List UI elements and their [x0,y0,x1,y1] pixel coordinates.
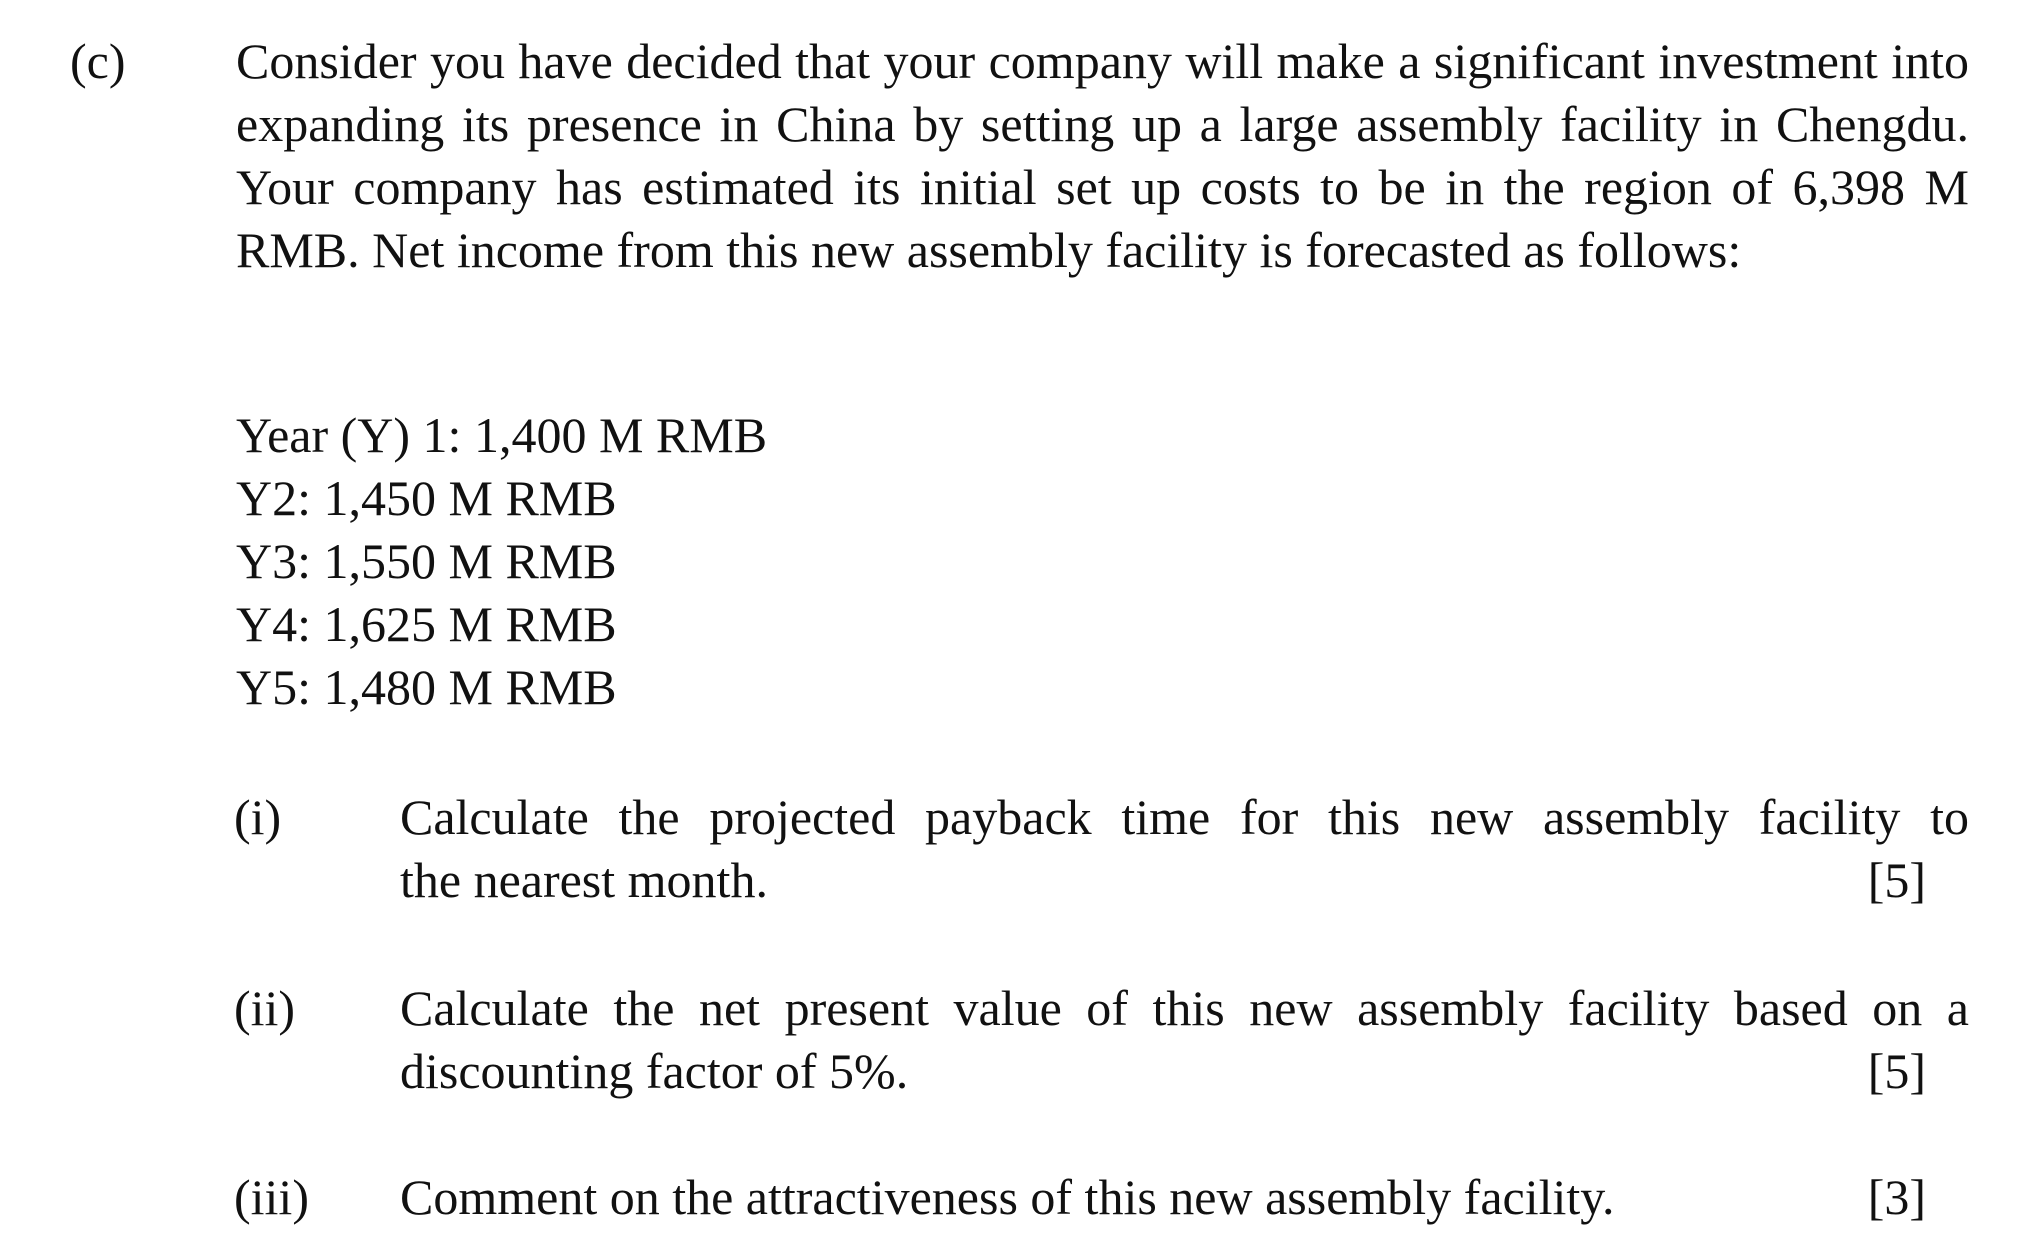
part-iii-text [400,1166,1800,1229]
forecast-year-4: Y4: 1,625 M RMB [236,596,617,652]
part-iii-marks: [3] [1867,1169,1926,1225]
forecast-year-3: Y3: 1,550 M RMB [236,533,617,589]
forecast-year-1: Year (Y) 1: 1,400 M RMB [236,407,768,463]
part-ii-label: (ii) [234,980,296,1036]
question-intro: Consider you have decided that your company will make a significant investment into expanding its presence in China by setting up a large assembly facility in Chengdu. Your company has estimated its initial set up costs to be in the region of 6,398 M RMB. Net income from this new assembly facility is forecasted as follows: [236,33,1969,278]
forecast-year-5: Y5: 1,480 M RMB [236,659,617,715]
part-i-line-2: the nearest month. [400,852,768,908]
part-ii-line-2: discounting factor of 5%. [400,1043,909,1099]
part-ii-line-1: Calculate the net present value of this new assembly facility based on a [400,980,1969,1036]
part-i-text [400,786,1969,912]
forecast-year-2: Y2: 1,450 M RMB [236,470,617,526]
part-iii-label: (iii) [234,1169,309,1225]
part-ii-marks: [5] [1867,1043,1926,1099]
part-i-label: (i) [234,789,282,845]
part-i-marks: [5] [1867,852,1926,908]
income-forecast-list [236,404,767,719]
part-iii-line-1: Comment on the attractiveness of this new assembly facility. [400,1169,1615,1225]
question-label: (c) [70,33,126,89]
part-ii-text [400,977,1969,1103]
part-i-line-1: Calculate the projected payback time for this new assembly facility to [400,789,1969,845]
